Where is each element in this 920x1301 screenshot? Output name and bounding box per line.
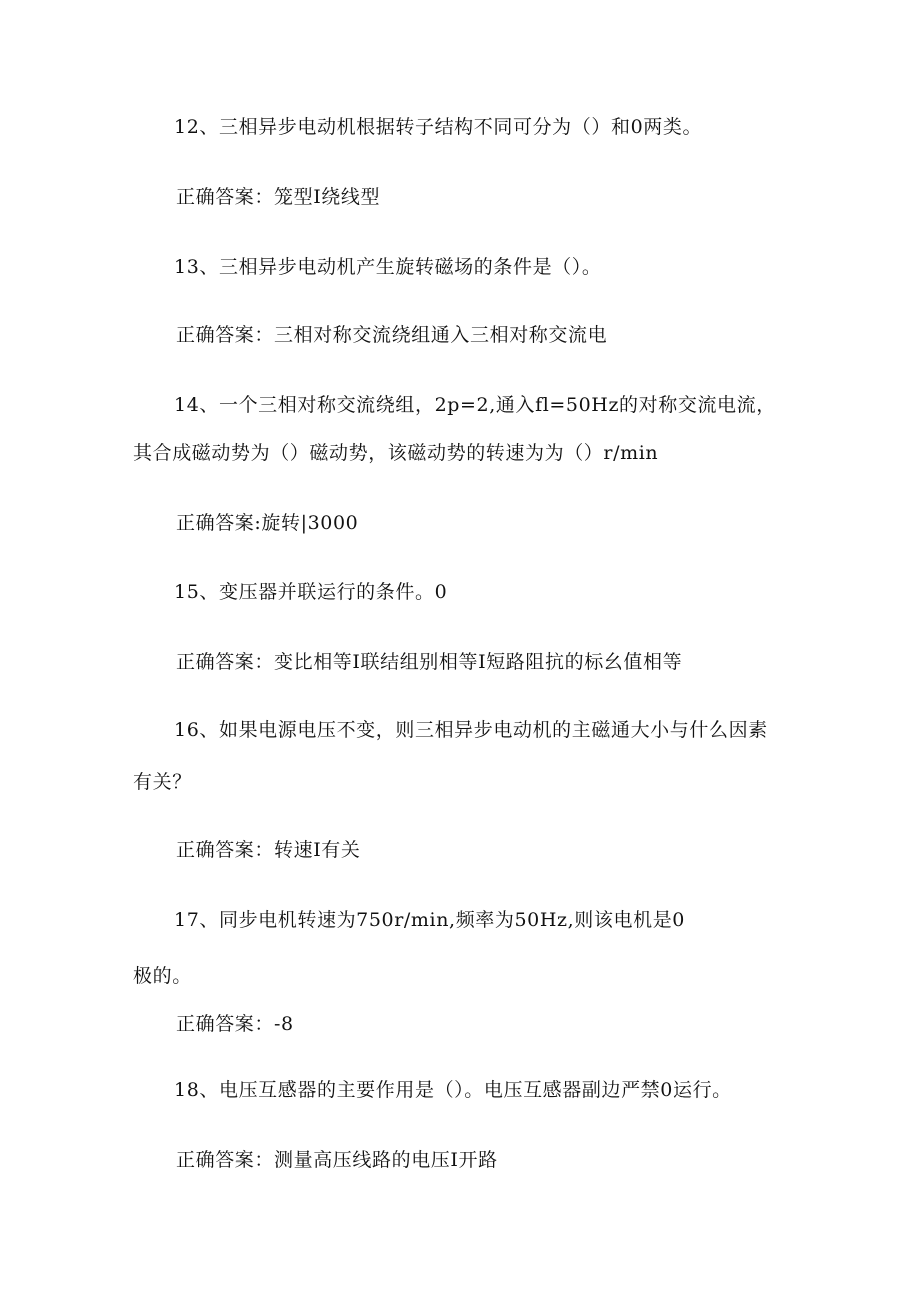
question-13: 13、三相异步电动机产生旋转磁场的条件是（）。 xyxy=(174,256,602,278)
answer-12: 正确答案：笼型I绕线型 xyxy=(176,186,381,208)
answer-13: 正确答案：三相对称交流绕组通入三相对称交流电 xyxy=(176,324,608,346)
question-12: 12、三相异步电动机根据转子结构不同可分为（）和0两类。 xyxy=(174,116,703,138)
question-15: 15、变压器并联运行的条件。0 xyxy=(174,581,448,603)
question-16-line-2: 有关？ xyxy=(133,771,192,793)
answer-18: 正确答案：测量高压线路的电压I开路 xyxy=(176,1149,498,1171)
question-16-line-1: 16、如果电源电压不变，则三相异步电动机的主磁通大小与什么因素 xyxy=(174,719,768,741)
question-17-line-1: 17、同步电机转速为750r/min,频率为50Hz,则该电机是0 xyxy=(174,909,685,931)
question-17-line-2: 极的。 xyxy=(133,965,192,987)
answer-15: 正确答案：变比相等I联结组别相等I短路阻抗的标幺值相等 xyxy=(176,651,683,673)
answer-17: 正确答案：-8 xyxy=(176,1013,294,1035)
question-18: 18、电压互感器的主要作用是（）。电压互感器副边严禁0运行。 xyxy=(174,1079,732,1101)
question-14-line-2: 其合成磁动势为（）磁动势，该磁动势的转速为为（）r/min xyxy=(133,442,659,464)
answer-16: 正确答案：转速I有关 xyxy=(176,839,361,861)
question-14-line-1: 14、一个三相对称交流绕组，2p=2,通入fl=50Hz的对称交流电流， xyxy=(174,394,776,416)
answer-14: 正确答案:旋转|3000 xyxy=(176,512,359,534)
